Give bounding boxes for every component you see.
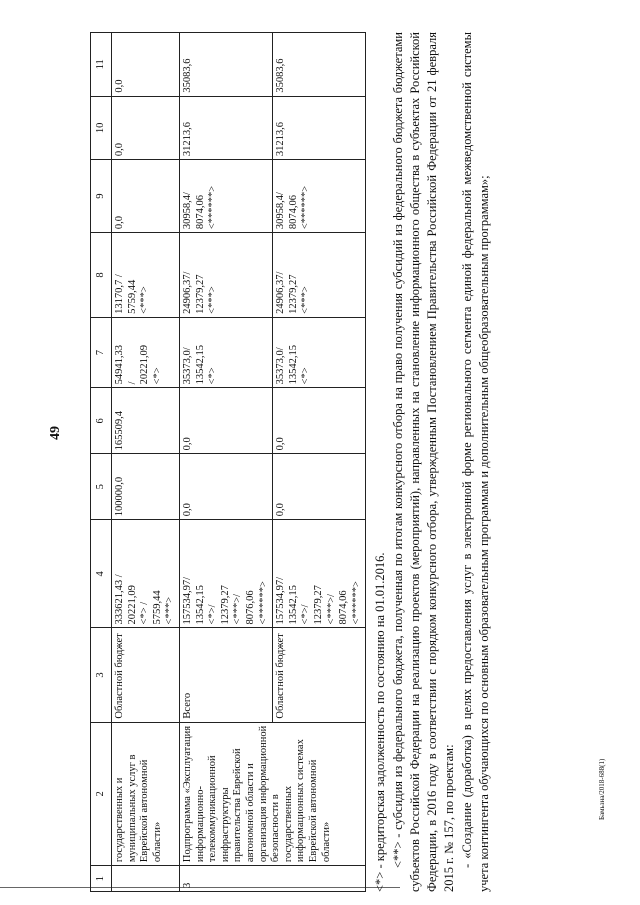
cell-number	[112, 866, 180, 892]
col-header: 5	[91, 454, 112, 520]
cell-value: 100000,0	[112, 454, 180, 520]
table-row	[112, 33, 180, 892]
table-row	[179, 33, 272, 892]
cell-total: 157534,97/ 13542,15 <*>/ 12379,27 <***>/ 8076,06 <******>	[179, 520, 272, 628]
header-row	[91, 33, 112, 892]
budget-table	[90, 32, 366, 892]
cell-value: 30958,4/ 8074,06 <******>	[273, 160, 366, 233]
footnote-project-item: - «Создание (доработка) в целях предоставления услуг в электронной форме регионального сегмента единой федеральной межведомственной системы учета контингента обучающихся по основным образовательным программам и дополнительным общеобразовательным программам»;	[459, 32, 491, 892]
col-header: 6	[91, 388, 112, 454]
cell-source: Областной бюджет	[273, 628, 366, 722]
cell-number: 3	[179, 866, 365, 892]
cell-value: 0,0	[112, 160, 180, 233]
cell-name: государственных и муниципальных услуг в Еврейской автономной области»	[112, 722, 180, 866]
cell-value: 0,0	[273, 454, 366, 520]
cell-value: 35083,6	[273, 33, 366, 97]
page-number: 49	[48, 426, 63, 440]
cell-value: 0,0	[112, 33, 180, 97]
cell-source: Всего	[179, 628, 272, 722]
col-header: 1	[91, 866, 112, 892]
cell-value: 35373,0/ 13542,15 <*>	[273, 317, 366, 388]
col-header: 4	[91, 520, 112, 628]
cell-value: 35083,6	[179, 33, 272, 97]
cell-name: Подпрограмма «Эксплуатация информационно-телекоммуникационной инфраструктуры правительства Еврейской автономной области и организация информационной безопасности в государственных информационных системах Еврейской автономной области»	[179, 722, 365, 866]
col-header: 11	[91, 33, 112, 97]
col-header: 8	[91, 233, 112, 318]
cell-value: 30958,4/ 8074,06 <******>	[179, 160, 272, 233]
footnote-creditor-debt: <*> - кредиторская задолженность по состоянию на 01.01.2016.	[373, 552, 388, 892]
cell-value: 0,0	[179, 388, 272, 454]
cell-value: 35373,0/ 13542,15 <*>	[179, 317, 272, 388]
footer-code: Бамьзна/2018-688(1)	[598, 758, 606, 820]
footnotes	[372, 32, 493, 892]
footnote-federal-subsidy: <**> - субсидия из федерального бюджета, полученная по итогам конкурсного отбора на право получения субсидий из федерального бюджета бюджетами субъектов Российской Федерации на реализацию проектов (мероприятий), направленных на становление информационного общества в субъектах Российской Федерации, в 2016 году в соответствии с порядком конкурсного отбора, утвержденным Постановлением Правительства Российской Федерации от 21 февраля 2015 г. № 157, по проектам:	[390, 32, 457, 892]
cell-value: 165509,4	[112, 388, 180, 454]
cell-value: 13170,7 / 5759,44 <***>	[112, 233, 180, 318]
cell-value: 31213,6	[179, 96, 272, 160]
cell-value: 24906,37/ 12379,27 <***>	[273, 233, 366, 318]
cell-total: 333621,43 / 20221,09 <*> / 5759,44 <***>	[112, 520, 180, 628]
rotated-page-content	[90, 32, 610, 892]
cell-value: 0,0	[273, 388, 366, 454]
col-header: 7	[91, 317, 112, 388]
cell-total: 157534,97/ 13542,15 <*>/ 12379,27 <***>/ 8074,06 <******>	[273, 520, 366, 628]
cell-value: 54941,33 / 20221,09 <*>	[112, 317, 180, 388]
cell-value: 31213,6	[273, 96, 366, 160]
cell-source: Областной бюджет	[112, 628, 180, 722]
col-header: 10	[91, 96, 112, 160]
col-header: 2	[91, 722, 112, 866]
col-header: 9	[91, 160, 112, 233]
cell-value: 0,0	[179, 454, 272, 520]
cell-value: 24906,37/ 12379,27 <***>	[179, 233, 272, 318]
col-header: 3	[91, 628, 112, 722]
cell-value: 0,0	[112, 96, 180, 160]
